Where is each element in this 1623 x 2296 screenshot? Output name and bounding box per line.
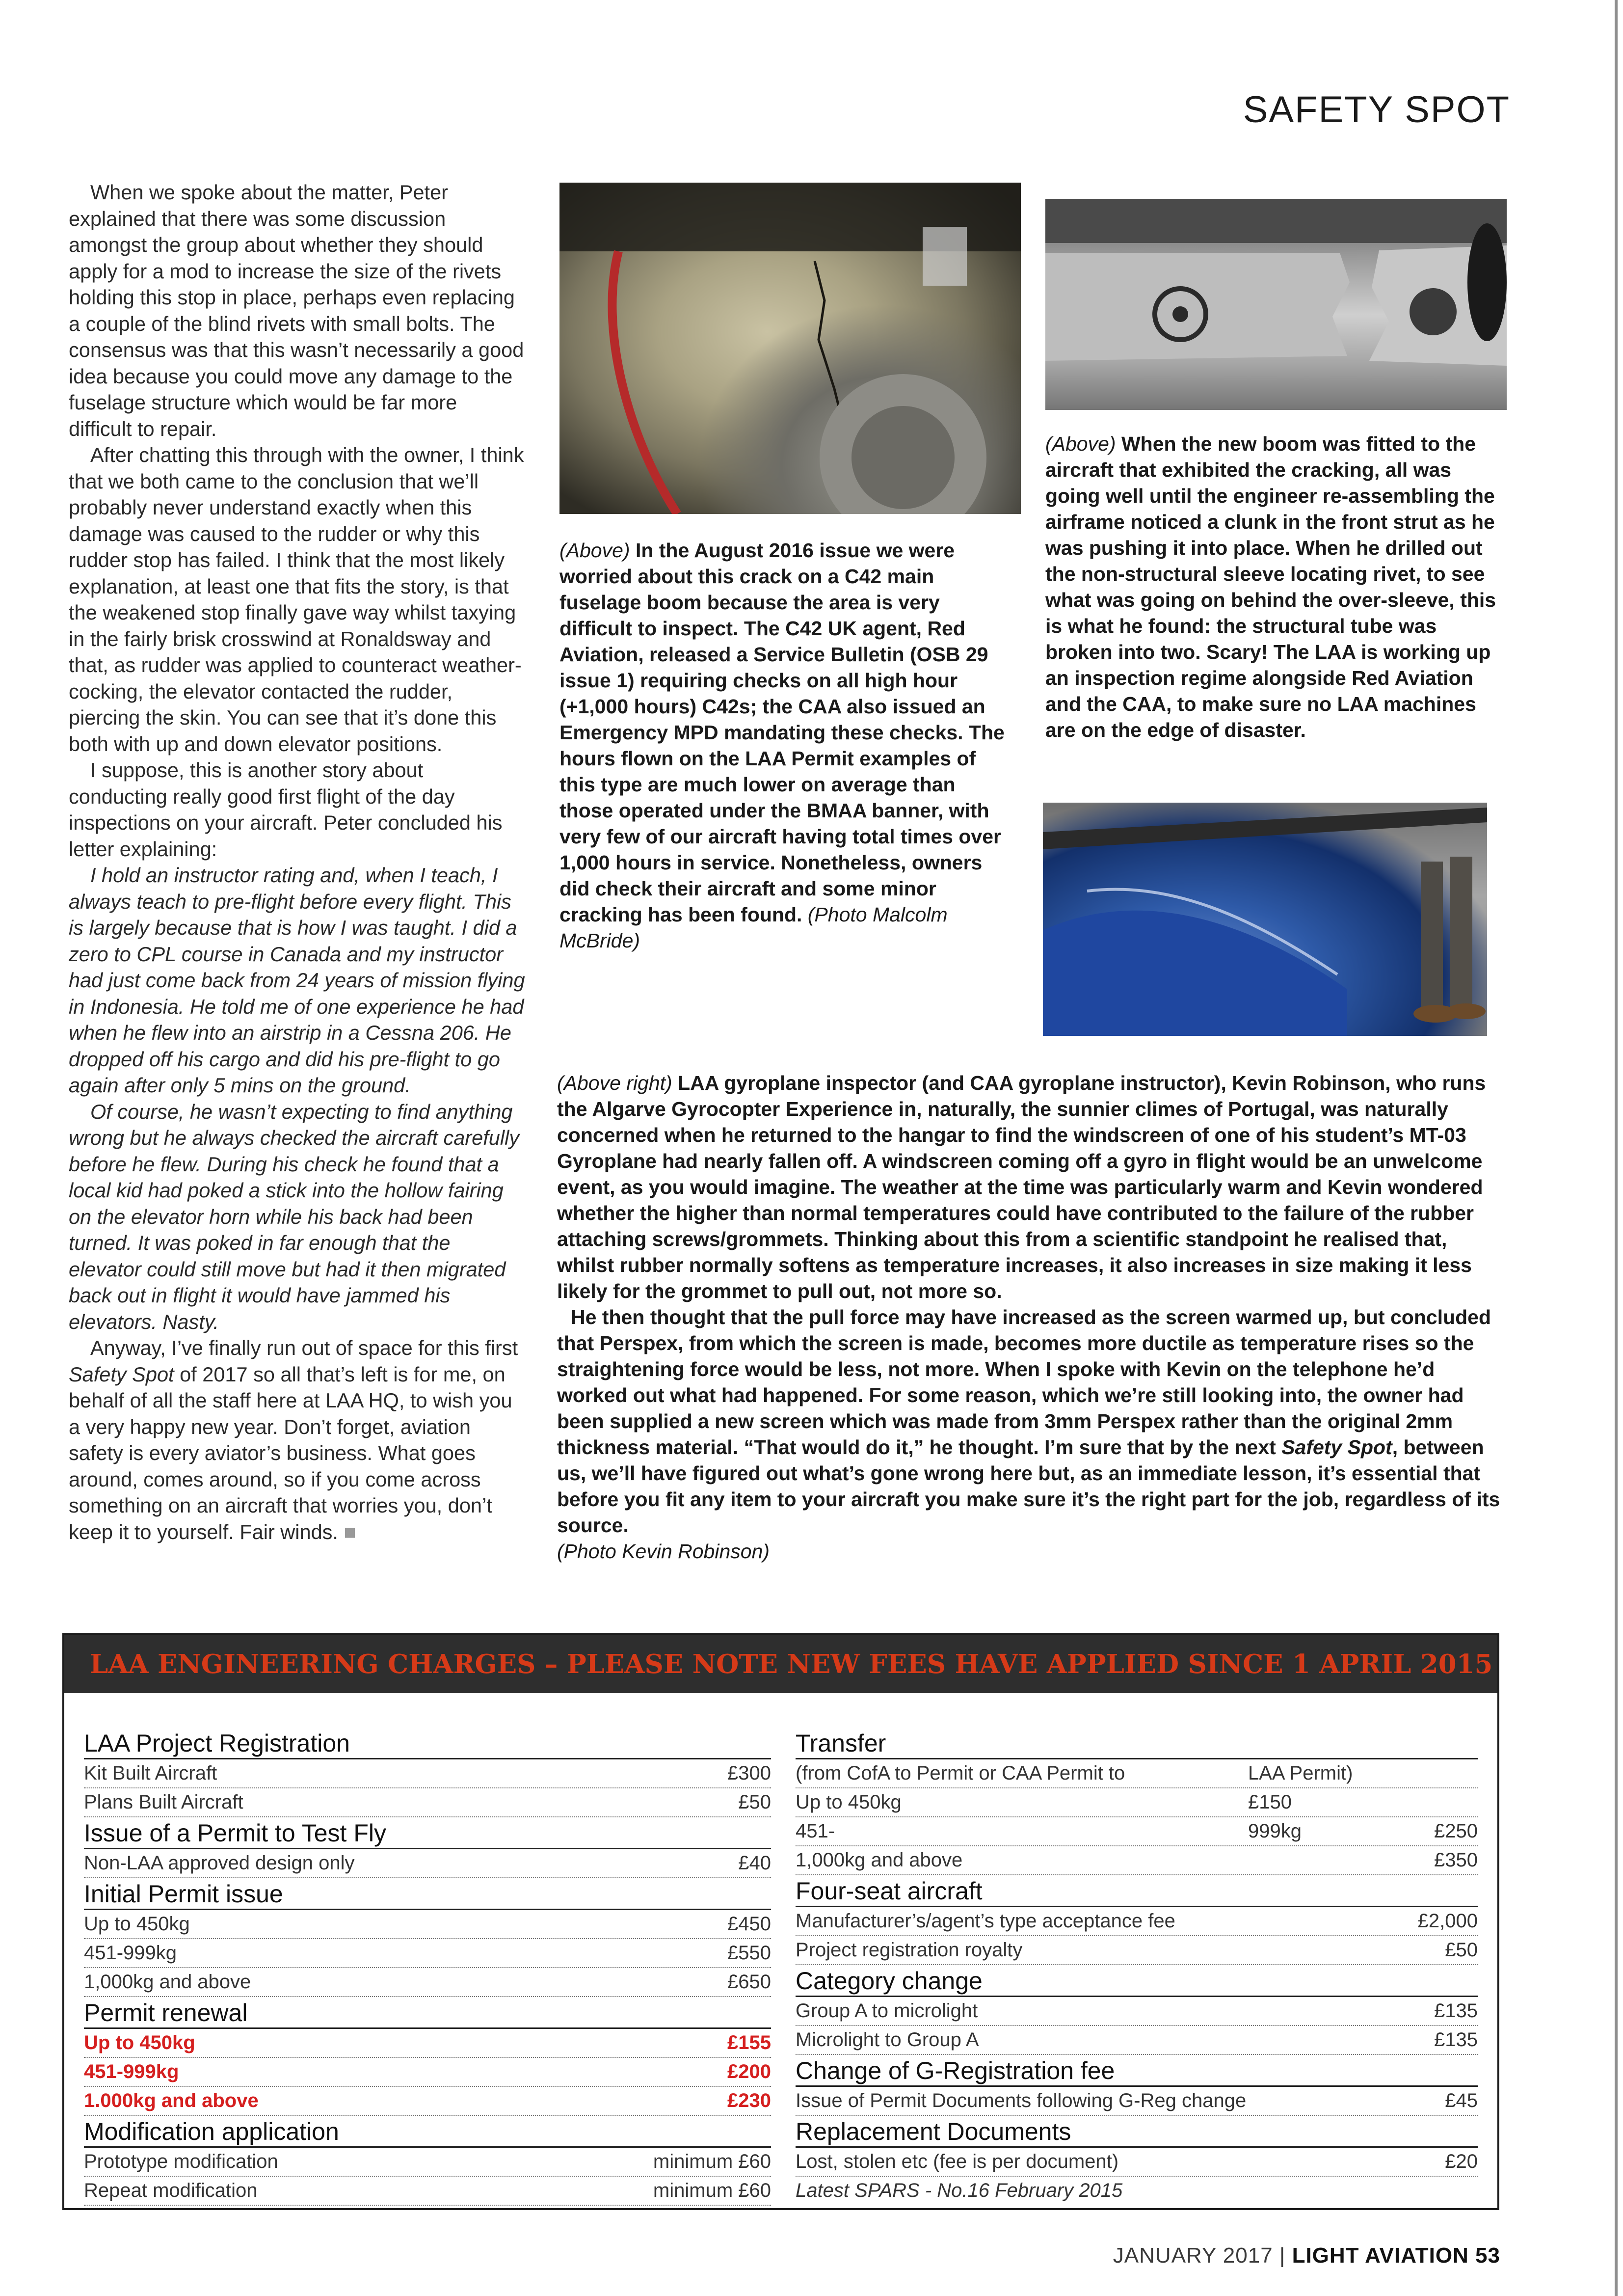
article-paragraph: After chatting this through with the owner, I think that we both came to the conclusion that we’ll probably never understand exactly when this damage was caused to the rudder or why this rudder stop has failed. I think that the most likely explanation, at least one that fits the story, is that the weakened stop finally gave way whilst taxying in the fairly brisk crosswind at Ronaldsway and that, as rudder was applied to counteract weather-cocking, the elevator contacted the rudder, piercing the skin. You can see that it’s done this both with up and down elevator positions. [69,443,524,756]
section-header: SAFETY SPOT [1243,89,1510,131]
fee-section-title: Permit renewal [84,1999,771,2029]
caption-paragraph: (Above right) LAA gyroplane inspector (and CAA gyroplane instructor), Kevin Robinson, who runs the Algarve Gyrocopter Experience in, naturally, the sunnier climes of Portugal, was naturally concerned when he returned to the hangar to find the windscreen of one of his student’s MT-03 Gyroplane had nearly fallen off. A windscreen coming off a gyro in flight would be an unwelcome event, as you would imagine. The weather at the time was particularly warm and Kevin wondered whether the higher than normal temperatures could have contributed to the failure of the rubber attaching screws/grommets. Thinking about this from a scientific standpoint he realised that, whilst rubber normally softens as temperature increases, it also increases in size making it less likely for the grommet to pull out, not more so. [557,1072,1486,1302]
fee-row: Project registration royalty £50 [796,1936,1478,1965]
caption-paragraph: He then thought that the pull force may have increased as the screen warmed up, but concluded that Perspex, from which the screen is made, becomes more ductile as temperature rises so the straightening force would be less, not more. When I spoke with Kevin on the telephone he’d worked out what had happened. For some reason, which we’re still looking into, the owner had been supplied a new screen which was made from 3mm Perspex rather than the original 2mm thickness material. “That would do it,” he thought. I’m sure that by the next Safety Spot, between us, we’ll have figured out what’s gone wrong here but, as an immediate lesson, it’s essential that before you fit any item to your aircraft you make sure it’s the right part for the job, regardless of its source. [557,1306,1500,1537]
fee-row: Kit Built Aircraft £300 [84,1759,771,1788]
fee-row: Up to 450kg £450 [84,1910,771,1939]
fee-row: Non-LAA approved design only £40 [84,1849,771,1878]
fee-row: Lost, stolen etc (fee is per document) £20 [796,2148,1478,2177]
page-number: 53 [1468,2243,1500,2268]
caption-cracked-boom: (Above) In the August 2016 issue we were worried about this crack on a C42 main fuselage boom because the area is very difficult to inspect. The C42 UK agent, Red Aviation, released a Service Bulletin (OSB 29 issue 1) requiring checks on all high hour (+1,000 hours) C42s; the CAA also issued an Emergency MPD mandating these checks. The hours flown on the LAA Permit examples of this type are much lower on average than those operated under the BMAA banner, with very few of our aircraft having total times over 1,000 hours in service. Nonetheless, owners did check their aircraft and some minor cracking has been found. (Photo Malcolm McBride) [559,539,1005,952]
fee-section-title: Replacement Documents [796,2118,1478,2148]
fee-row: Issue of Permit Documents following G-Reg change £45 [796,2087,1478,2116]
caption-paragraph [557,1539,1502,1565]
photo-credit: (Photo Kevin Robinson) [557,1540,770,1563]
caption-gyroplane-windscreen [557,1070,1502,1565]
photo-illustration [1045,199,1507,410]
issue-date: JANUARY 2017 | [1113,2243,1292,2268]
photo-illustration [559,183,1021,514]
fee-section-title: Issue of a Permit to Test Fly [84,1819,771,1849]
engineering-charges-box [62,1633,1499,2210]
column-title-reference: Safety Spot [1281,1436,1392,1459]
fee-row: 451- 999kg £250 [796,1817,1478,1846]
charges-banner: LAA ENGINEERING CHARGES – PLEASE NOTE NEW FEES HAVE APPLIED SINCE 1 APRIL 2015 [64,1635,1497,1693]
photo-broken-structural-tube [1045,199,1507,410]
fee-section-title: Transfer [796,1729,1478,1759]
fee-section-title: Modification application [84,2118,771,2148]
fee-row: (from CofA to Permit or CAA Permit to LAA Permit) [796,1759,1478,1788]
fee-row: 451-999kg £550 [84,1939,771,1968]
photo-gyroplane-windscreen [1043,803,1487,1036]
fee-section-title: Category change [796,1967,1478,1997]
article-paragraph: I suppose, this is another story about conducting really good first flight of the day inspections on your aircraft. Peter concluded his letter explaining: [69,758,503,861]
magazine-title: LIGHT AVIATION [1292,2243,1469,2268]
end-mark: ■ [344,1520,356,1543]
fee-section-title: Change of G-Registration fee [796,2057,1478,2087]
fee-row: Prototype modification minimum £60 [84,2148,771,2177]
quoted-letter-paragraph: I hold an instructor rating and, when I teach, I always teach to pre-flight before every flight. This is largely because that is how I was taught. I did a zero to CPL course in Canada and my instructor had just come back from 24 years of mission flying in Indonesia. He told me of one experience he had when he flew into an airstrip in a Cessna 206. He dropped off his cargo and did his pre-flight to go again after only 5 mins on the ground. [69,864,525,1097]
fee-row: Manufacturer’s/agent’s type acceptance fee £2,000 [796,1907,1478,1936]
column-title-reference: Safety Spot [69,1362,174,1386]
quoted-letter-paragraph: Of course, he wasn’t expecting to find anything wrong but he always checked the aircraft carefully before he flew. During his check he found that a local kid had poked a stick into the hollow fairing on the elevator horn while his back had been turned. It was poked in far enough that the elevator could still move but had it then migrated back out in flight it would have jammed his elevators. Nasty. [69,1100,520,1333]
page-footer [1113,2243,1500,2268]
fee-row: 1,000kg and above £350 [796,1846,1478,1875]
fee-row-highlighted: 1.000kg and above £230 [84,2087,771,2116]
spars-note: Latest SPARS - No.16 February 2015 [796,2180,1123,2201]
fee-section-title: LAA Project Registration [84,1729,771,1759]
caption-broken-tube: (Above) When the new boom was fitted to the aircraft that exhibited the cracking, all was going well until the engineer re-assembling the airframe noticed a clunk in the front strut as he was pushing it into place. When he drilled out the non-structural sleeve locating rivet, to see what was going on behind the over-sleeve, this is what he found: the structural tube was broken into two. Scary! The LAA is working up an inspection regime alongside Red Aviation and the CAA, to make sure no LAA machines are on the edge of disaster. [1045,432,1496,741]
left-column-article [69,179,525,1545]
fee-row-highlighted: Up to 450kg £155 [84,2029,771,2058]
fee-section-title: Four-seat aircraft [796,1877,1478,1907]
page-edge-rule [1615,0,1618,2296]
fee-row: Microlight to Group A £135 [796,2026,1478,2055]
article-paragraph: Anyway, I’ve finally run out of space for this first Safety Spot of 2017 so all that’s left is for me, on behalf of all the staff here at LAA HQ, to wish you a very happy new year. Don’t forget, aviation safety is every aviator’s business. What goes around, comes around, so if you come across something on an aircraft that worries you, don’t keep it to yourself. Fair winds. ■ [69,1336,518,1543]
fees-left-column [84,1728,771,2206]
fee-row: Up to 450kg £150 [796,1788,1478,1817]
fee-row-highlighted: 451-999kg £200 [84,2058,771,2087]
article-paragraph: When we spoke about the matter, Peter explained that there was some discussion amongst the group about whether they should apply for a mod to increase the size of the rivets holding this stop in place, perhaps even replacing a couple of the blind rivets with small bolts. The consensus was that this wasn’t necessarily a good idea because you could move any damage to the fuselage structure which would be far more difficult to repair. [69,181,524,440]
fee-row: Group A to microlight £135 [796,1997,1478,2026]
photo-credit: (Photo Malcolm McBride) [559,903,948,952]
photo-illustration [1043,803,1487,1036]
photo-cracked-fuselage-boom [559,183,1021,514]
fee-row: 1,000kg and above £650 [84,1968,771,1997]
fee-section-title: Initial Permit issue [84,1880,771,1910]
fees-right-column [796,1728,1478,2205]
fee-row: Plans Built Aircraft £50 [84,1788,771,1817]
fee-row: Repeat modification minimum £60 [84,2177,771,2206]
